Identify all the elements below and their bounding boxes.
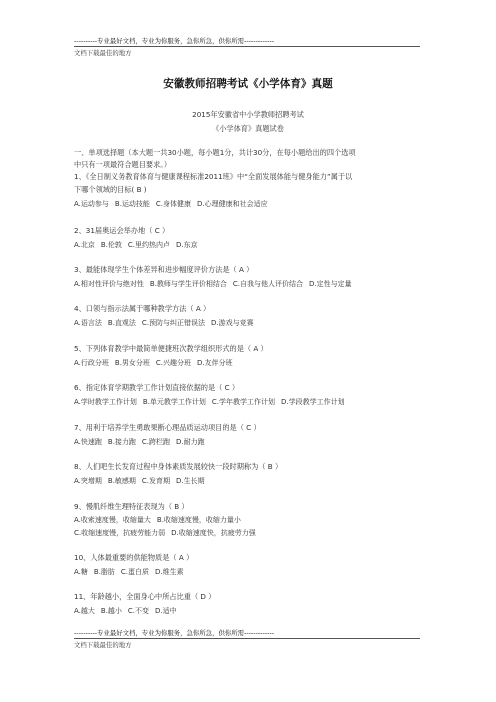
question-4: 4、口领与指示法属于哪种教学方法（ A ）: [74, 304, 211, 313]
question-1-line-1: 1、《全日制义务教育体育与健康课程标准2011班》中“全面发展体能与健身能力”属于以: [74, 172, 353, 181]
footer-subline: 文档下载最佳的地方: [74, 641, 132, 649]
option-d: D.东京: [176, 241, 198, 249]
question-6-options: [74, 397, 424, 407]
option-a: A.快速跑: [74, 438, 102, 446]
option-c: C.不变: [127, 607, 150, 615]
option-b: B.敏感期: [107, 477, 136, 485]
question-8-options: [74, 476, 424, 486]
option-c: C.学年教学工作计划: [211, 398, 276, 406]
question-4-options: [74, 318, 424, 328]
question-3-options: [74, 279, 424, 289]
question-2-options: [74, 240, 424, 250]
option-d: D.心理健康和社会适应: [197, 200, 268, 208]
question-1-line-2: 下哪个领域的目标( B ): [74, 185, 147, 194]
footer-rule: [74, 638, 420, 639]
option-a: A.收索速度慢，收缩量大: [74, 516, 151, 524]
option-c: C.里约热内卢: [127, 241, 171, 249]
question-9-options-row-2: [74, 528, 424, 538]
option-d: D.收缩速度快，抗疲劳力强: [171, 529, 256, 537]
question-8: 8、人们吧生长发育过程中身体素质发展较快一段时期称为（ B ）: [74, 462, 283, 471]
option-a: A.运动参与: [74, 200, 109, 208]
section-intro-line-2: 中只有一项最符合题目要求。）: [74, 160, 172, 169]
question-11: 11、年龄越小，全面身心中所占比重（ D ）: [74, 592, 216, 601]
header-rule: [74, 46, 420, 47]
header-banner: ----------专业最好文档，专业为你服务，急你所急，供你所需-------------: [74, 37, 275, 45]
option-c: C.跨栏跑: [141, 438, 171, 446]
option-b: B.教师与学生评价相结合: [149, 280, 227, 288]
option-c: C.身体健康: [155, 200, 192, 208]
option-b: B.收缩速度慢，收缩力量小: [156, 516, 241, 524]
option-d: D.生长期: [176, 477, 205, 485]
option-c: C.蛋白质: [120, 568, 150, 576]
section-intro-line-1: 一、单项选择题（本大题一共30小题，每小题1分，共计30分，在每小题给出的四个选项: [74, 148, 356, 157]
question-11-options: [74, 606, 424, 616]
question-7-options: [74, 437, 424, 447]
option-d: D.维生素: [155, 568, 184, 576]
option-c: C.自我与他人评价结合: [232, 280, 304, 288]
option-c: C.兴趣分班: [155, 359, 192, 367]
option-b: B.直观法: [107, 319, 136, 327]
exam-name: 2015年安徽省中小学教师招聘考试: [192, 110, 304, 119]
option-b: B.伦敦: [100, 241, 122, 249]
option-d: D.适中: [155, 607, 177, 615]
question-1-options: [74, 199, 424, 209]
option-d: D.定性与定量: [309, 280, 352, 288]
option-d: D.游戏与竞赛: [211, 319, 254, 327]
page-title: 安徽教师招聘考试《小学体育》真题: [163, 78, 333, 90]
question-10: 10、人体最重要的供能物质是（ A ）: [74, 553, 194, 562]
option-b: B.脂肪: [93, 568, 115, 576]
question-5-options: [74, 358, 424, 368]
question-9-options-row-1: [74, 515, 424, 525]
option-a: A.语言法: [74, 319, 102, 327]
question-7: 7、用利于培养学生勇敢果断心理品质运动项目的是（ C ）: [74, 423, 261, 432]
option-d: D.友伴分班: [197, 359, 233, 367]
question-9: 9、慢肌纤维生理特征表现为（ B ）: [74, 502, 189, 511]
question-10-options: [74, 567, 424, 577]
option-b: B.越小: [100, 607, 122, 615]
option-a: A.学时教学工作计划: [74, 398, 137, 406]
option-c: C.预防与纠正错误法: [141, 319, 206, 327]
question-5: 5、下列体育教学中最简单便捷班次教学组织形式的是（ A ）: [74, 344, 268, 353]
option-d: D.学段教学工作计划: [281, 398, 345, 406]
option-a: A.越大: [74, 607, 95, 615]
question-2: 2、31届奥运会举办地（ C ）: [74, 226, 170, 235]
option-d: D.耐力跑: [176, 438, 205, 446]
header-subline: 文档下载最佳的地方: [74, 49, 132, 57]
exam-subtitle: 《小学体育》真题试卷: [212, 124, 284, 133]
option-a: A.糖: [74, 568, 88, 576]
option-c: C.收缩速度慢，抗疲劳能力弱: [74, 529, 166, 537]
option-c: C.发育期: [141, 477, 171, 485]
option-b: B.接力跑: [107, 438, 136, 446]
footer-banner: ----------专业最好文档，专业为你服务，急你所急，供你所需-------------: [74, 629, 275, 637]
question-3: 3、最能体现学生个体差异和进步幅度评价方法是（ A ）: [74, 265, 254, 274]
option-a: A.北京: [74, 241, 95, 249]
question-6: 6、指定体育学期教学工作计划直接依据的是（ C ）: [74, 383, 240, 392]
option-b: B.男女分班: [114, 359, 150, 367]
option-a: A.行政分班: [74, 359, 109, 367]
option-b: B.运动技能: [114, 200, 150, 208]
option-a: A.突增期: [74, 477, 102, 485]
option-a: A.相对性评价与绝对性: [74, 280, 144, 288]
option-b: B.单元教学工作计划: [142, 398, 206, 406]
